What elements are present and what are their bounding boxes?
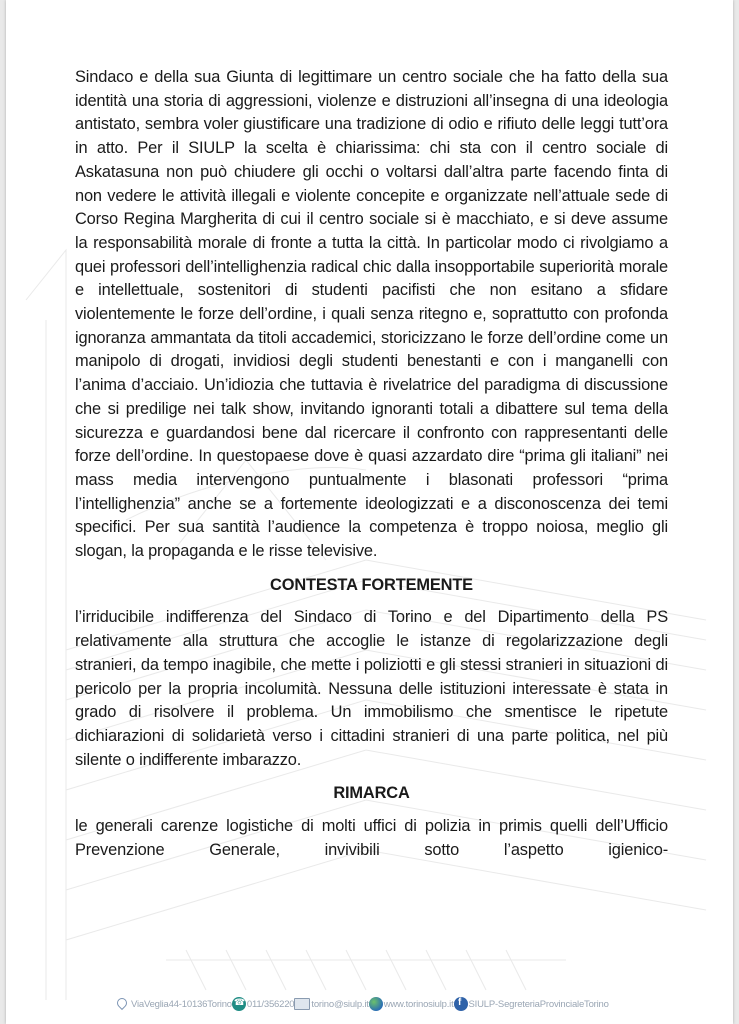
contact-footer: [114, 994, 674, 1014]
paragraph-3: le generali carenze logistiche di molti uffici di polizia in primis quelli dell’Ufficio Prevenzione Generale, invivibili sotto l’aspetto igienico-: [75, 817, 668, 859]
location-pin-icon: [115, 995, 129, 1009]
mail-icon: [294, 998, 310, 1010]
paragraph-2: l’irriducibile indifferenza del Sindaco di Torino e del Dipartimento della PS relativamente alla struttura che accoglie le istanze di regolarizzazione degli stranieri, da tempo inagibile, che mette i poliziotti e gli stessi stranieri in situazioni di pericolo per la propria incolumità. Nessuna delle istituzioni interessate è stata in grado di risolvere il problema. Un immobilismo che smentisce le ripetute dichiarazioni di solidarietà verso i cittadini stranieri di una parte politica, nel più silente o indifferente imbarazzo.: [75, 608, 668, 769]
footer-website[interactable]: [369, 997, 454, 1011]
globe-icon: [369, 997, 383, 1011]
heading-contesta-fortemente: CONTESTA FORTEMENTE: [270, 575, 473, 594]
paragraph-1: Sindaco e della sua Giunta di legittimare un centro sociale che ha fatto della sua identità una storia di aggressioni, violenze e distruzioni all’insegna di una ideologia antistato, sembra voler giustificare una tradizione di odio e rifiuto delle leggi tutt’ora in atto. Per il SIULP la scelta è chiarissima: chi sta con il centro sociale di Askatasuna non può chiudere gli occhi o voltarsi dall’altra parte facendo finta di non vedere le attività illegali e violente concepite e organizzate nell’attuale sede di Corso Regina Margherita di cui il centro sociale si è macchiato, e si deve assume la responsabilità morale di fronte a tutta la città. In particolar modo ci rivolgiamo a quei professori dell’intellighenzia radical chic dalla insopportabile superiorità morale e intellettuale, sostenitori di studenti pacifisti che non esitano a sfidare violentemente le forze dell’ordine, i quali senza ritegno e, soprattutto con profonda ignoranza ammantata da titoli accademici, storicizzano le forze dell’ordine come un manipolo di drogati, invidiosi degli studenti benestanti e con i manganelli con l’anima d’acciaio. Un’idiozia che tuttavia è rivelatrice del paradigma di discussione che si predilige nei talk show, invitando ignoranti totali a dibattere sul tema della sicurezza e guardandosi bene dal ricercare il confronto con rappresentanti delle forze dell’ordine. In questopaese dove è quasi azzardato dire “prima gli italiani” nei mass media intervengono puntualmente i blasonati professori “prima l’intellighenzia” anche se a fortemente ideologizzati e a disconoscenza dei temi specifici. Per sua santità l’audience la competenza è troppo noiosa, meglio gli slogan, la propaganda e le risse televisive.: [75, 68, 668, 561]
address-text: ViaVeglia44-10136Torino: [131, 998, 232, 1010]
document-page: [6, 0, 733, 1024]
facebook-icon: [454, 997, 468, 1011]
footer-address: [114, 998, 232, 1011]
footer-facebook[interactable]: [454, 997, 609, 1011]
facebook-link[interactable]: SIULP-SegreteriaProvincialeTorino: [468, 998, 609, 1010]
footer-email[interactable]: [294, 998, 368, 1010]
phone-icon: [232, 997, 246, 1011]
heading-rimarca: RIMARCA: [333, 784, 410, 803]
email-link[interactable]: torino@siulp.it: [311, 998, 369, 1010]
footer-phone: [232, 997, 295, 1011]
document-body: [75, 66, 668, 863]
phone-text: 011/356220: [246, 998, 295, 1010]
website-link[interactable]: www.torinosiulp.it: [383, 998, 454, 1010]
